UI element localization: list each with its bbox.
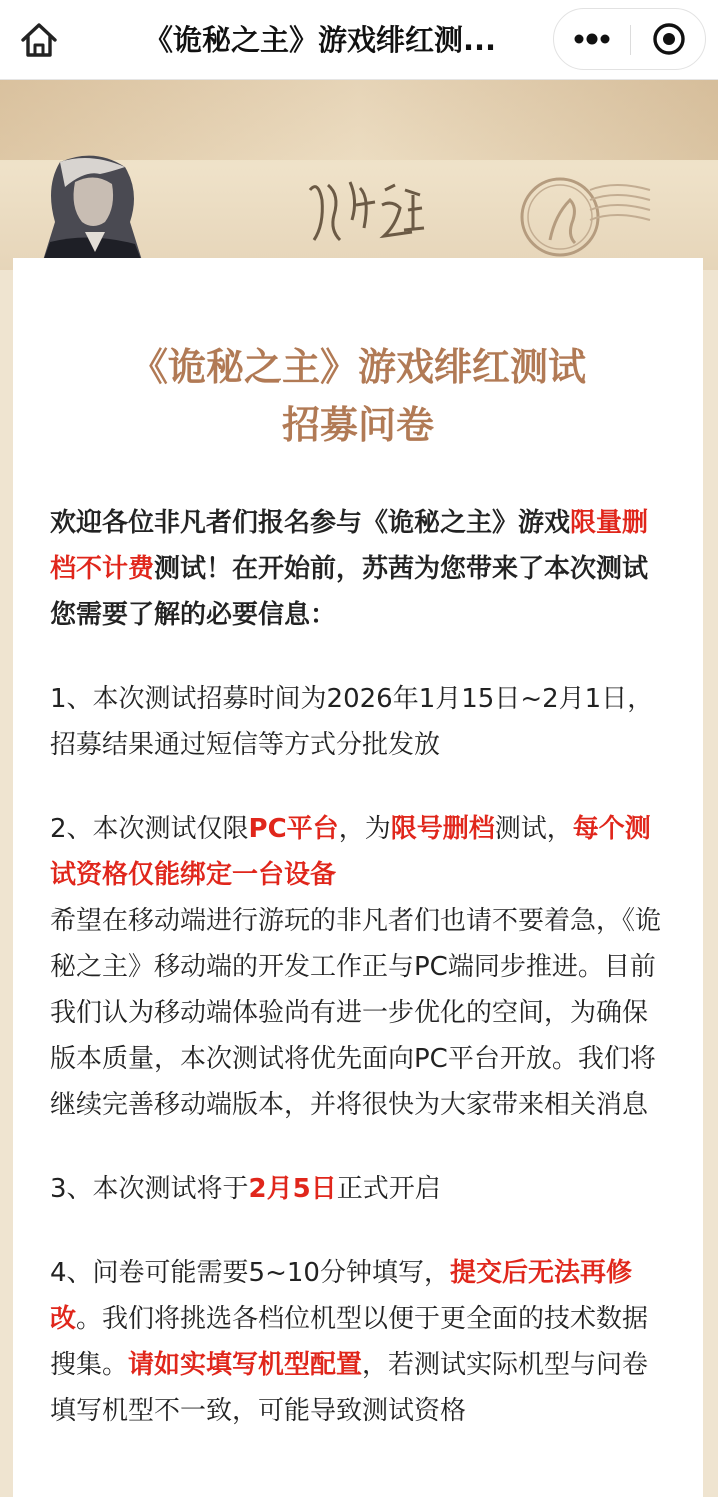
item-1: 1、本次测试招募时间为2026年1月15日~2月1日，招募结果通过短信等方式分批发放 [50,684,654,760]
item-2-highlight-3: 每个测试资格仅能绑定一台设备 [50,814,651,890]
item-4-text-1: 4、问卷可能需要5~10分钟填写， [50,1258,450,1288]
banner-texture [0,80,718,160]
more-icon [572,33,612,45]
content-card [13,258,703,1497]
item-2-highlight-1: PC平台 [248,814,339,844]
item-3-text-2: 正式开启 [336,1174,441,1204]
intro-paragraph [50,500,670,638]
close-icon [652,22,686,56]
item-3-highlight: 2月5日 [248,1174,337,1204]
nav-title: 《诡秘之主》游戏绯红测... [143,23,497,57]
item-4-highlight-1: 提交后无法再修改 [50,1258,632,1334]
page-title-line2: 招募问卷 [281,403,434,447]
intro-highlight: 限量删档不计费 [50,508,649,584]
item-2-highlight-2: 限号删档 [390,814,495,844]
page-title-line1: 《诡秘之主》游戏绯红测试 [129,345,586,389]
home-button[interactable] [14,17,64,63]
survey-intro-content [50,500,670,1472]
item-2-note: 希望在移动端进行游玩的非凡者们也请不要着急，《诡秘之主》移动端的开发工作正与PC端同步推进。目前我们认为移动端体验尚有进一步优化的空间，为确保版本质量，本次测试将优先面向PC平台开放。我们将继续完善移动端版本，并将很快为大家带来相关消息 [50,906,662,1120]
close-button[interactable] [631,9,706,69]
top-navigation-bar [0,0,718,80]
item-4-text-3: ，若测试实际机型与问卷填写机型不一致，可能导致测试资格 [50,1350,649,1426]
item-4-highlight-2: 请如实填写机型配置 [128,1350,363,1380]
postmark-stamp [515,165,655,265]
item-3-text-1: 3、本次测试将于 [50,1174,249,1204]
mini-program-capsule [553,8,706,70]
item-2-text-2: ，为 [338,814,391,844]
home-icon [19,21,59,59]
item-2-text-1: 2、本次测试仅限 [50,814,249,844]
character-art [30,152,160,270]
item-2 [50,806,670,898]
page-title [13,338,703,454]
intro-text-1: 欢迎各位非凡者们报名参与《诡秘之主》游戏 [50,508,571,538]
item-3 [50,1166,670,1212]
header-banner [0,80,718,270]
lord-of-mysteries-logo [300,170,430,250]
item-2-text-3: 测试， [494,814,573,844]
intro-text-2: 测试！在开始前，苏茜为您带来了本次测试您需要了解的必要信息： [50,554,649,630]
more-button[interactable] [554,9,630,69]
item-4 [50,1250,670,1434]
item-4-text-2: 。我们将挑选各档位机型以便于更全面的技术数据搜集。 [50,1304,649,1380]
